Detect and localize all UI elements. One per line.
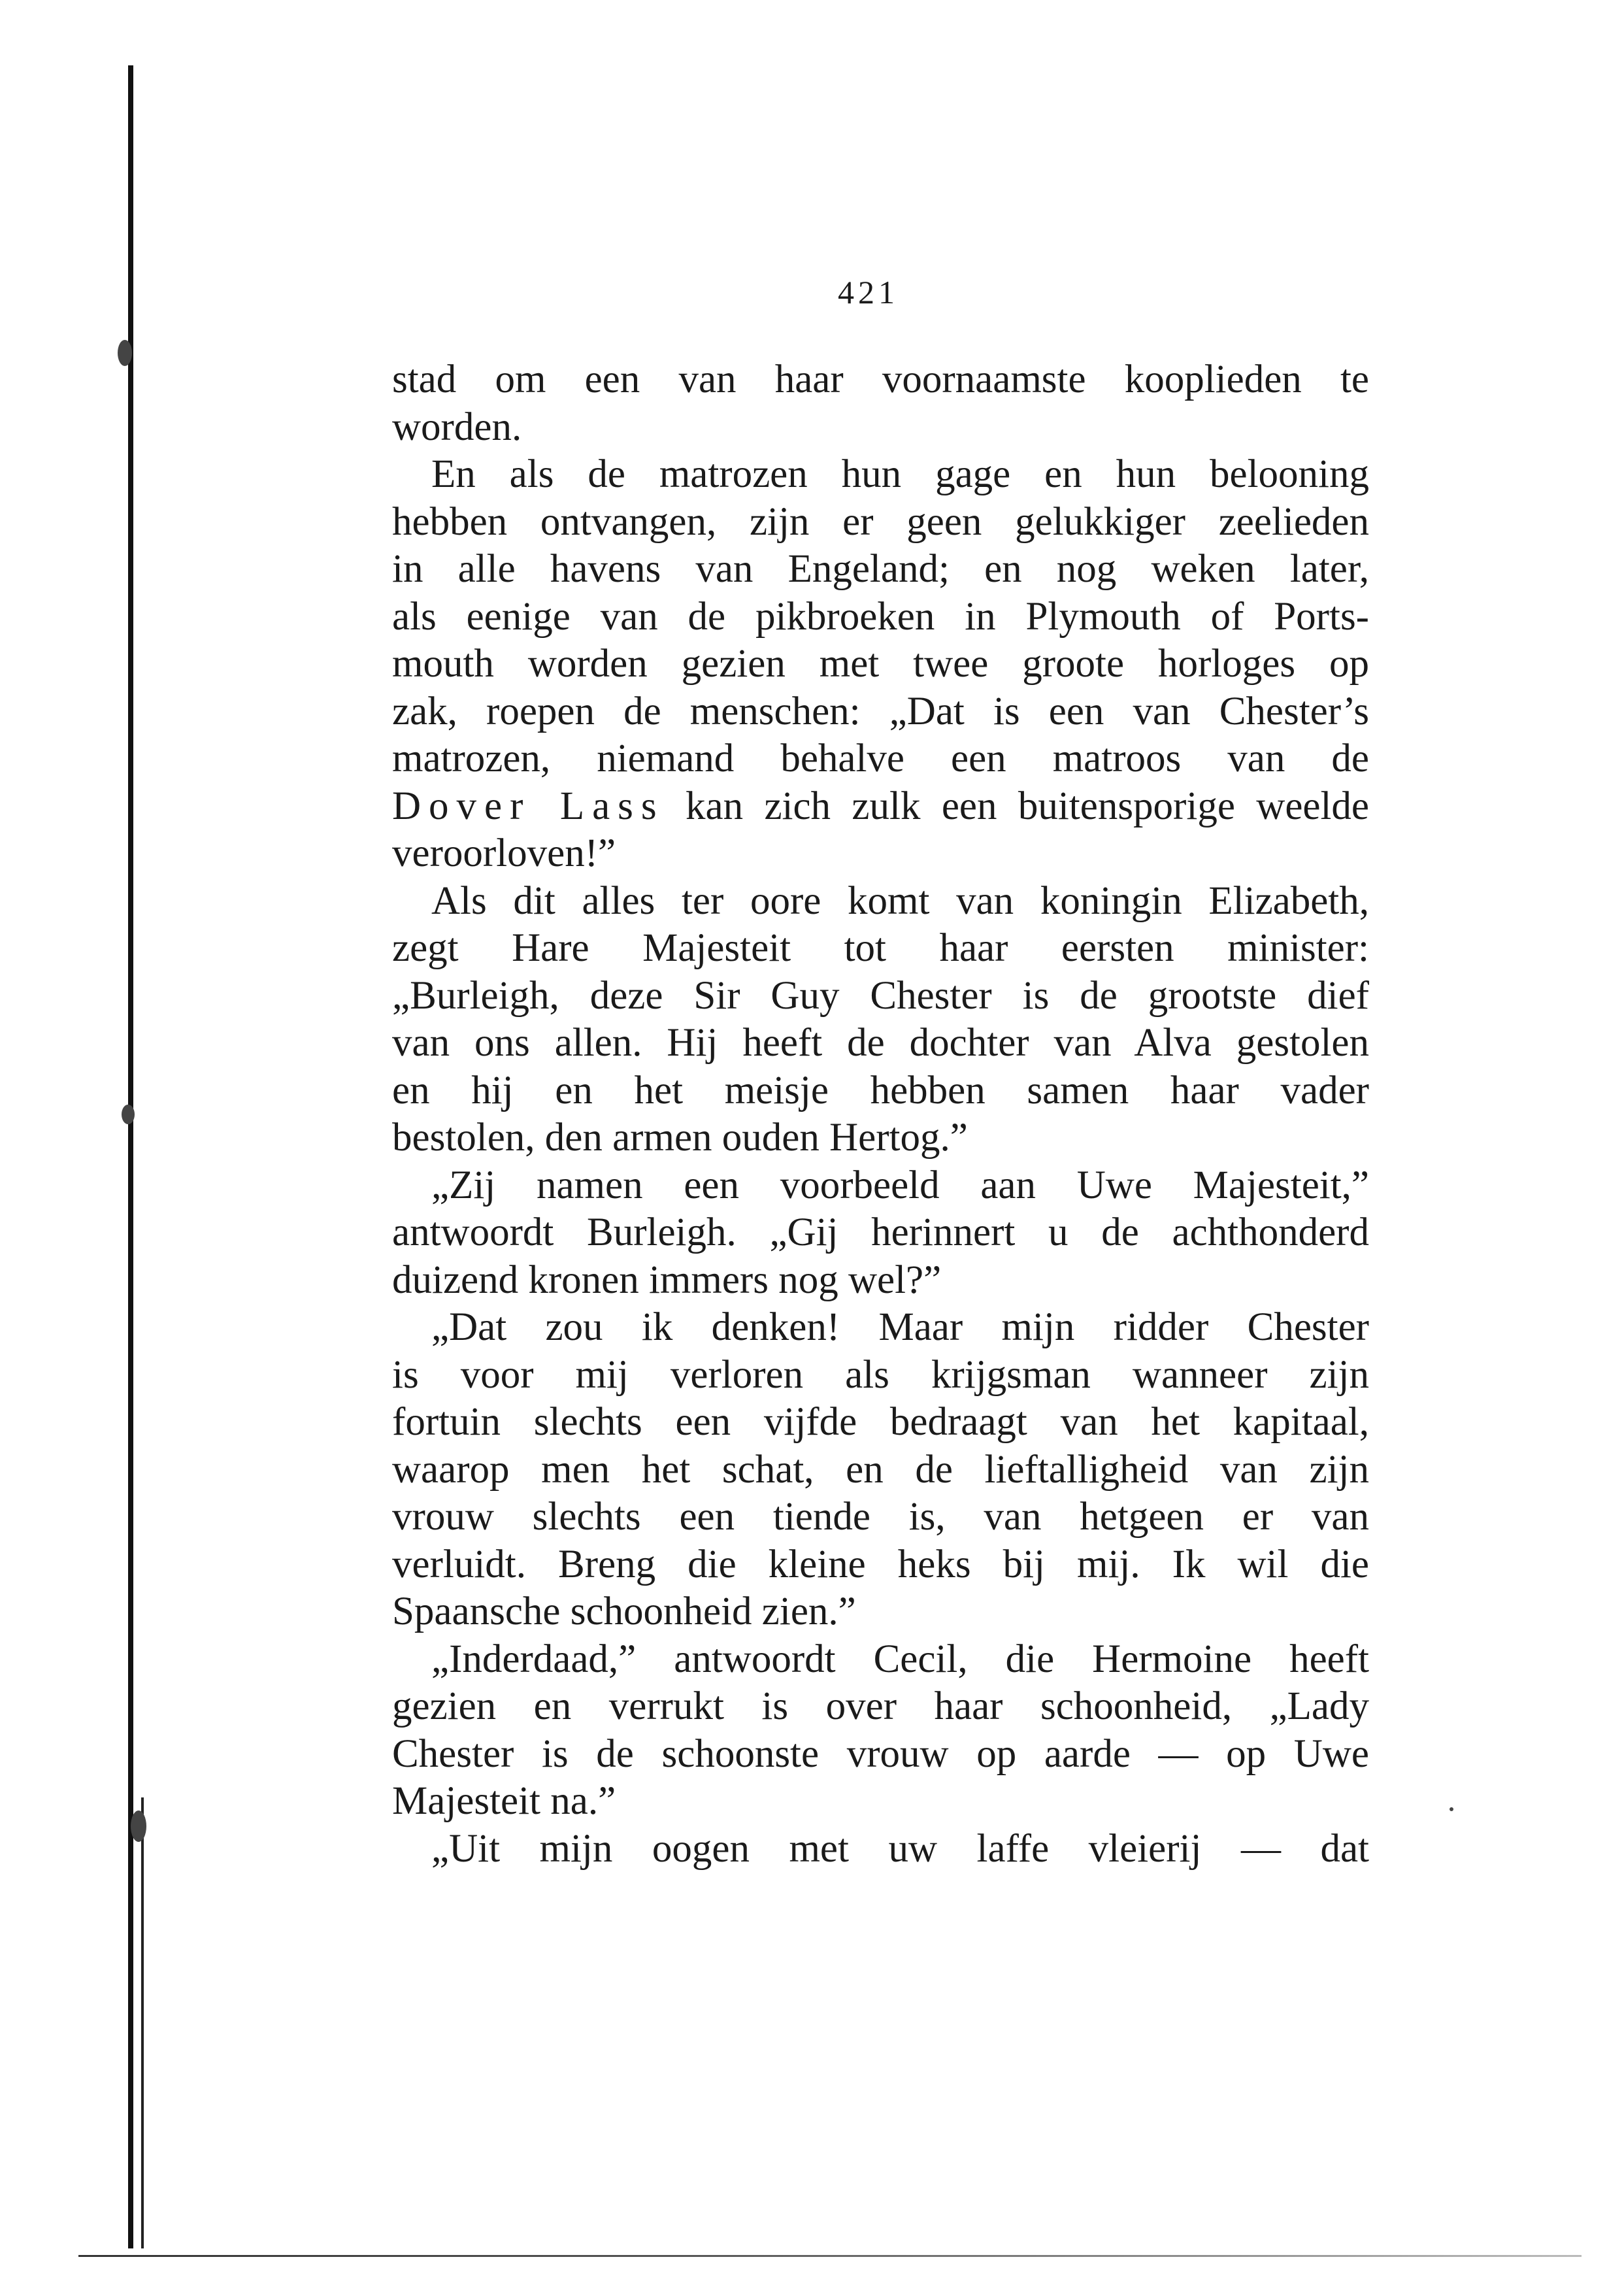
page-bottom-edge [78, 2255, 1582, 2257]
text-line: Spaansche schoonheid zien.” [392, 1590, 856, 1633]
text-line: mouth worden gezien met twee groote horloges op [392, 642, 1369, 686]
ink-speck [118, 340, 132, 366]
binding-edge-shadow [128, 65, 133, 2248]
text-line-rest: kan zich zulk een buitensporige weelde [664, 784, 1369, 828]
text-line: vrouw slechts een tiende is, van hetgeen er van [392, 1495, 1369, 1539]
text-line: „Zij namen een voorbeeld aan Uwe Majesteit,” [431, 1163, 1369, 1207]
text-line [392, 783, 1369, 831]
text-line: veroorloven!” [392, 831, 616, 875]
ink-speck [131, 1811, 146, 1842]
text-line: zegt Hare Majesteit tot haar eersten minister: [392, 926, 1369, 970]
text-line: en hij en het meisje hebben samen haar vader [392, 1068, 1369, 1112]
text-line: matrozen, niemand behalve een matroos van de [392, 737, 1369, 780]
text-line: zak, roepen de menschen: „Dat is een van Chester’s [392, 689, 1369, 733]
ship-name: Dover Lass [392, 784, 665, 828]
text-line: Majesteit na.” [392, 1779, 616, 1823]
text-line: Chester is de schoonste vrouw op aarde — op Uwe [392, 1731, 1369, 1776]
binding-edge-inner [141, 1797, 144, 2248]
text-line: is voor mij verloren als krijgsman wanneer zijn [392, 1352, 1369, 1397]
text-line: bestolen, den armen ouden Hertog.” [392, 1116, 968, 1160]
text-line: worden. [392, 405, 522, 449]
text-line: „Burleigh, deze Sir Guy Chester is de grootste dief [392, 973, 1369, 1018]
ink-speck [122, 1105, 135, 1124]
text-line: Als dit alles ter oore komt van koningin Elizabeth, [431, 878, 1369, 923]
text-line: duizend kronen immers nog wel?” [392, 1258, 942, 1302]
text-line: verluidt. Breng die kleine heks bij mij. Ik wil die [392, 1542, 1369, 1586]
page-number: 421 [838, 274, 899, 310]
text-line: antwoordt Burleigh. „Gij herinnert u de achthonderd [392, 1210, 1369, 1254]
text-line: gezien en verrukt is over haar schoonheid, „Lady [392, 1684, 1369, 1728]
text-line: „Uit mijn oogen met uw laffe vleierij — dat [431, 1826, 1369, 1871]
text-line: stad om een van haar voornaamste kooplieden te [392, 358, 1369, 401]
ink-speck [1450, 1807, 1453, 1811]
text-line: van ons allen. Hij heeft de dochter van Alva gestolen [392, 1021, 1369, 1065]
text-line: als eenige van de pikbroeken in Plymouth of Ports- [392, 594, 1369, 639]
text-line: waarop men het schat, en de lieftalligheid van zijn [392, 1447, 1369, 1492]
text-line: fortuin slechts een vijfde bedraagt van het kapitaal, [392, 1400, 1369, 1444]
text-line: „Inderdaad,” antwoordt Cecil, die Hermoine heeft [431, 1637, 1369, 1681]
text-line: „Dat zou ik denken! Maar mijn ridder Chester [431, 1305, 1369, 1349]
text-line: in alle havens van Engeland; en nog weken later, [392, 547, 1369, 591]
text-line: En als de matrozen hun gage en hun belooning [431, 452, 1369, 496]
text-line: hebben ontvangen, zijn er geen gelukkiger zeelieden [392, 499, 1369, 544]
body-text [392, 356, 1369, 1873]
